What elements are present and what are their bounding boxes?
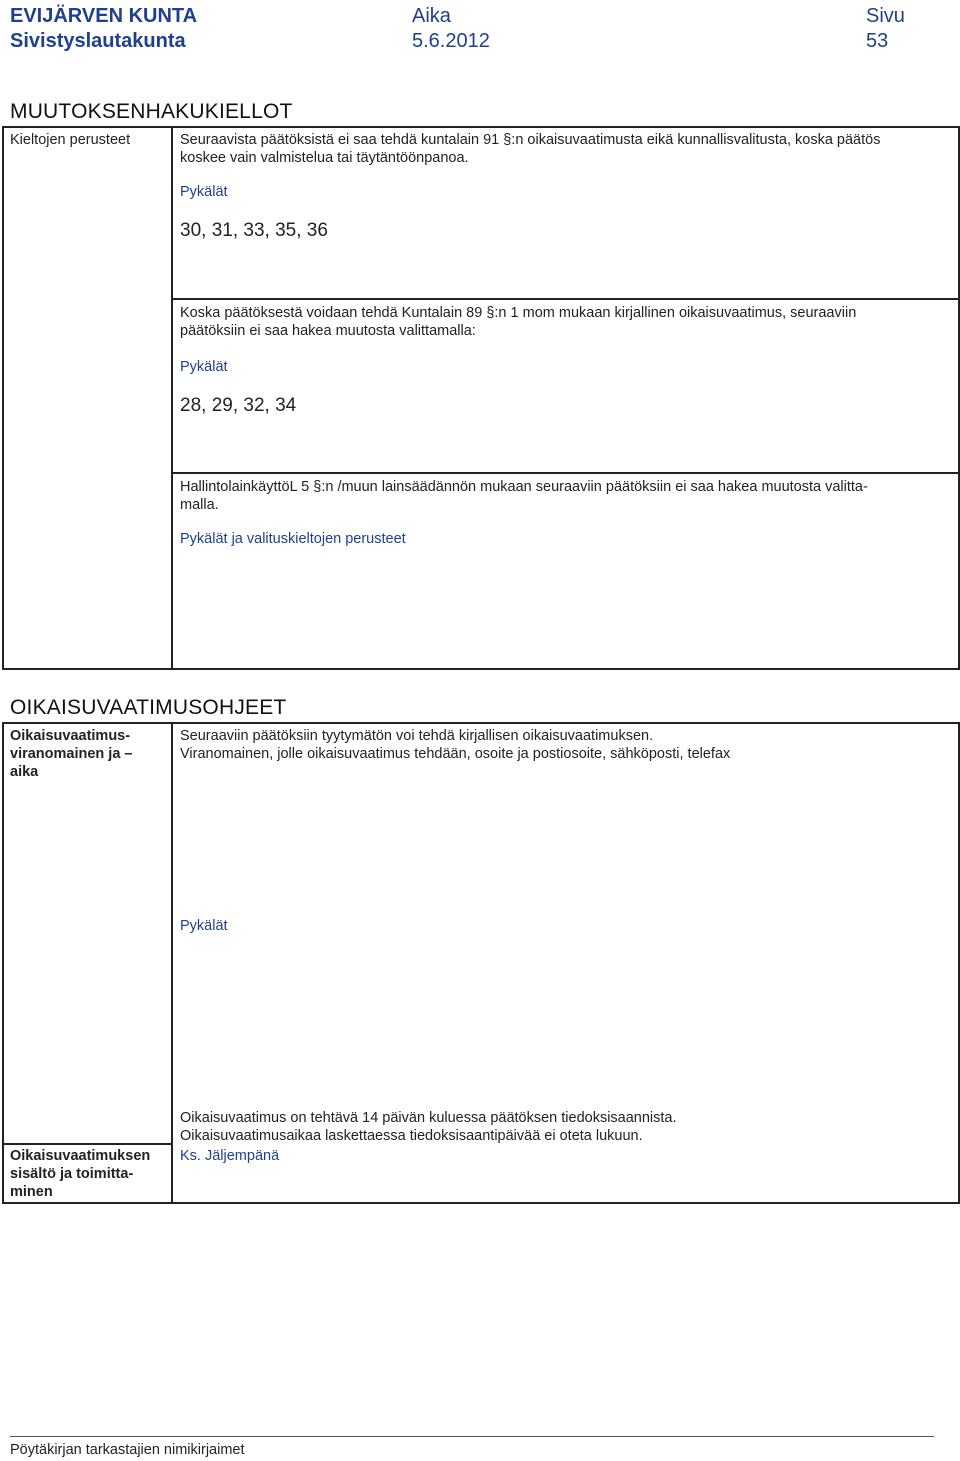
block3-text-line1: HallintolainkäyttöL 5 §:n /muun lainsäädännön mukaan seuraaviin päätöksiin ei saa hakea muutosta valitta- (180, 479, 868, 495)
restrictions-label: Kieltojen perusteet (10, 132, 131, 148)
block1-pykalat-label: Pykälät (180, 184, 228, 200)
content-label-line2: sisältö ja toimitta- (10, 1166, 134, 1182)
authority-label-line2: viranomainen ja – (10, 746, 133, 762)
instructions-column-divider (171, 722, 173, 1204)
deadline-text-line1: Oikaisuvaatimus on tehtävä 14 päivän kuluessa päätöksen tiedoksisaannista. (180, 1110, 677, 1126)
department-name: Sivistyslautakunta (10, 30, 186, 52)
block2-pykalat-list: 28, 29, 32, 34 (180, 395, 297, 416)
block1-pykalat-list: 30, 31, 33, 35, 36 (180, 220, 328, 241)
restrictions-row-divider-1 (171, 298, 960, 300)
content-label-line3: minen (10, 1184, 53, 1200)
authority-label-line1: Oikaisuvaatimus- (10, 728, 131, 744)
block2-pykalat-label: Pykälät (180, 359, 228, 375)
content-reference-text: Ks. Jäljempänä (180, 1148, 280, 1164)
section-title-muutoksenhakukiellot: MUUTOKSENHAKUKIELLOT (10, 100, 293, 123)
meeting-date: 5.6.2012 (412, 30, 490, 52)
restrictions-column-divider (171, 126, 173, 670)
page-number: 53 (866, 30, 889, 52)
page-label: Sivu (866, 5, 905, 27)
signature-line (10, 1436, 934, 1437)
block2-text-line1: Koska päätöksestä voidaan tehdä Kuntalain 89 §:n 1 mom mukaan kirjallinen oikaisuvaatimus, seuraaviin (180, 305, 857, 321)
authority-text-line1: Seuraaviin päätöksiin tyytymätön voi tehdä kirjallisen oikaisuvaatimuksen. (180, 728, 654, 744)
restrictions-table (2, 126, 960, 670)
authority-label-line3: aika (10, 764, 39, 780)
instructions-row-divider (2, 1143, 173, 1145)
authority-text-line2: Viranomainen, jolle oikaisuvaatimus tehdään, osoite ja postiosoite, sähköposti, telefax (180, 746, 731, 762)
block3-text-line2: malla. (180, 497, 219, 513)
block1-text-line1: Seuraavista päätöksistä ei saa tehdä kuntalain 91 §:n oikaisuvaatimusta eikä kunnallisvalitusta, koska päätös (180, 132, 881, 148)
deadline-text-line2: Oikaisuvaatimusaikaa laskettaessa tiedoksisaantipäivää ei oteta lukuun. (180, 1128, 643, 1144)
org-name: EVIJÄRVEN KUNTA (10, 5, 198, 27)
block1-text-line2: koskee vain valmistelua tai täytäntöönpanoa. (180, 150, 469, 166)
time-label: Aika (412, 5, 451, 27)
section-title-oikaisuvaatimusohjeet: OIKAISUVAATIMUSOHJEET (10, 696, 287, 719)
restrictions-row-divider-2 (171, 472, 960, 474)
content-label-line1: Oikaisuvaatimuksen (10, 1148, 151, 1164)
block2-text-line2: päätöksiin ei saa hakea muutosta valittamalla: (180, 323, 476, 339)
block3-pykalat-label: Pykälät ja valituskieltojen perusteet (180, 531, 406, 547)
signature-label: Pöytäkirjan tarkastajien nimikirjaimet (10, 1442, 245, 1458)
authority-pykalat-label: Pykälät (180, 918, 228, 934)
